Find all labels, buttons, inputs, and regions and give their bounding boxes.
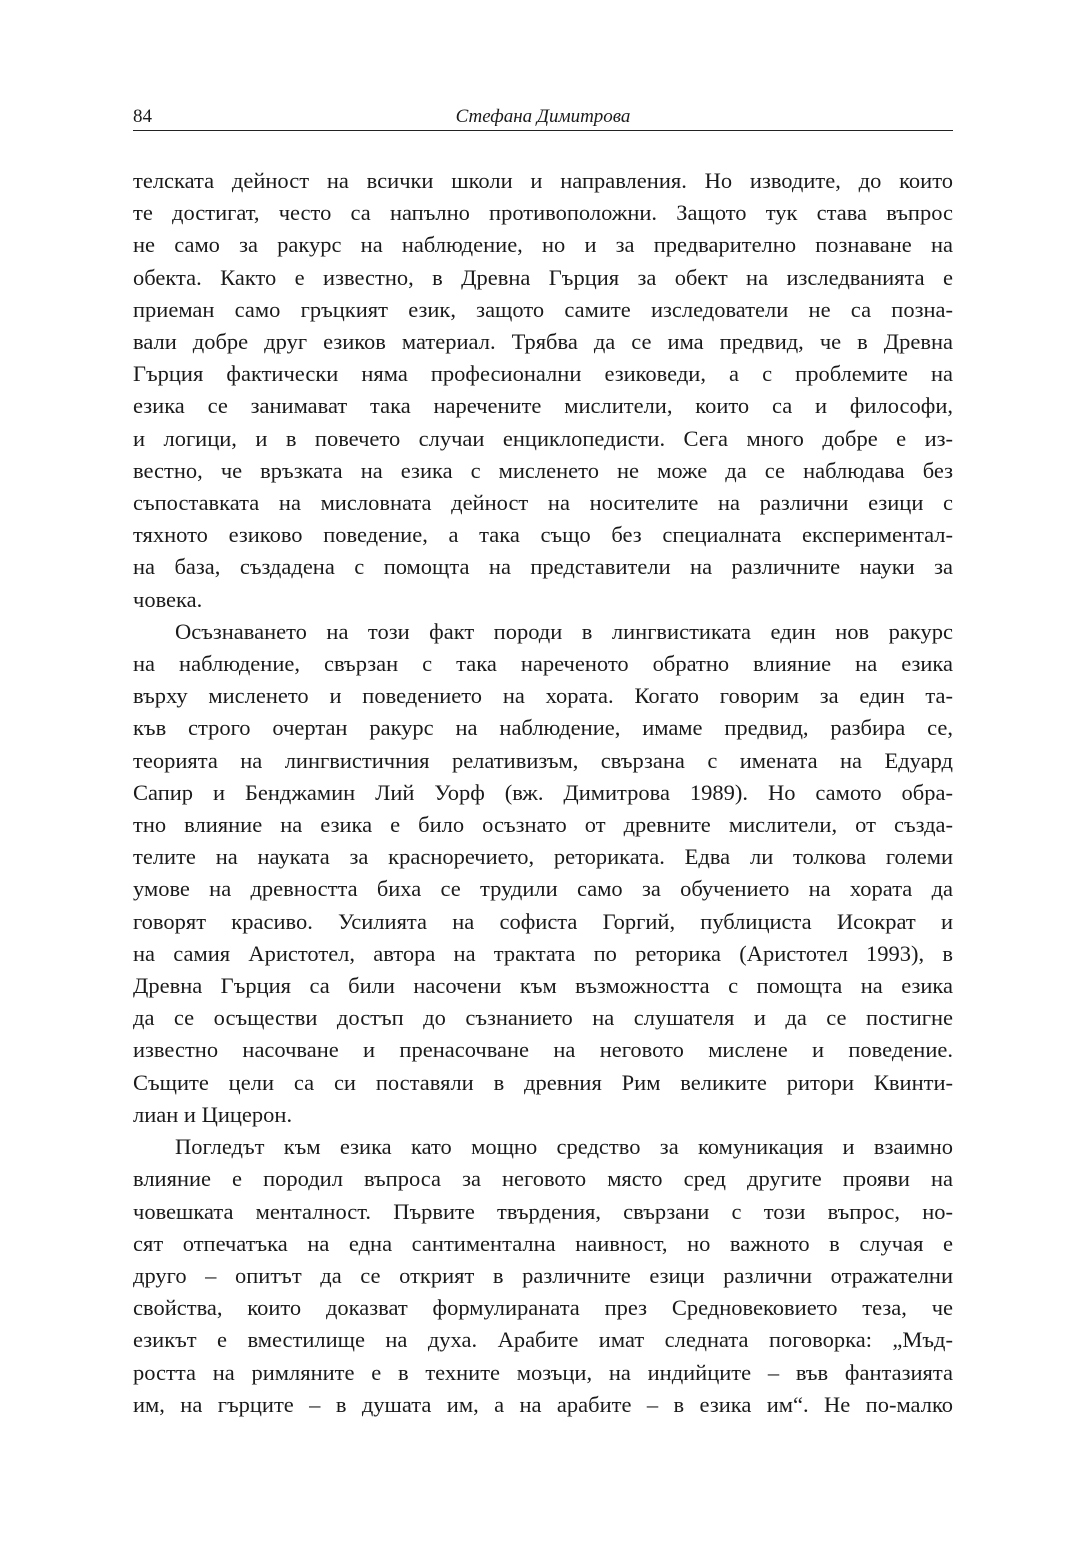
text-line: Сапир и Бенджамин Лий Уорф (вж. Димитрова 1989). Но самото обра-	[133, 779, 953, 805]
text-line: върху мисленето и поведението на хората. Когато говорим за един та-	[133, 683, 953, 709]
text-line: и логици, и в повечето случаи енциклопедисти. Сега много добре е из-	[133, 425, 953, 451]
text-line: обекта. Както е известно, в Древна Гърция за обект на изследванията е	[133, 264, 953, 290]
text-line: езика се занимават така наречените мислители, които са и философи,	[133, 393, 953, 419]
text-line: тяхното езиково поведение, а така също без специалната експериментал-	[133, 522, 953, 548]
text-line: не само за ракурс на наблюдение, но и за предварително познаване на	[133, 232, 953, 258]
text-line: човека.	[133, 586, 203, 612]
page-number: 84	[133, 106, 152, 127]
paragraph	[133, 616, 953, 1131]
text-line: теорията на лингвистичния релативизъм, свързана с имената на Едуард	[133, 747, 953, 773]
text-line: Гърция фактически няма професионални езиковеди, а с проблемите на	[133, 361, 953, 387]
text-line: човешката менталност. Първите твърдения, свързани с този въпрос, но-	[133, 1198, 953, 1224]
text-line: телската дейност на всички школи и направления. Но изводите, до които	[133, 168, 953, 193]
text-line: друго – опитът да се открият в различните езици различни отражателни	[133, 1262, 953, 1288]
text-line: говорят красиво. Усилията на софиста Горгий, публициста Исократ и	[133, 908, 953, 934]
text-line: свойства, които доказват формулираната през Средновековието теза, че	[133, 1295, 953, 1321]
text-line: ростта на римляните е в техните мозъци, на индийците – във фантазията	[133, 1359, 953, 1385]
text-line: съпоставката на мисловната дейност на носителите на различни езици с	[133, 490, 953, 516]
page	[133, 100, 953, 1421]
text-line: умове на древността биха се трудили само за обучението на хората да	[133, 876, 953, 902]
text-line: вестно, че връзката на езика с мисленето не може да се наблюдава без	[133, 457, 953, 483]
text-line: Осъзнаването на този факт породи в лингвистиката един нов ракурс	[175, 618, 953, 644]
paragraph	[133, 165, 953, 616]
text-line: те достигат, често са напълно противоположни. Защото тук става въпрос	[133, 200, 953, 226]
running-header-author: Стефана Димитрова	[455, 106, 631, 127]
text-line: им, на гърците – в душата им, а на арабите – в езика им“. Не по-малко	[133, 1391, 953, 1417]
text-line: приеман само гръцкият език, защото самите изследователи не са позна-	[133, 296, 953, 322]
body-text	[133, 165, 953, 1421]
text-line: на самия Аристотел, автора на трактата по реторика (Аристотел 1993), в	[133, 940, 953, 966]
text-line: влияние е породил въпроса за неговото място сред другите прояви на	[133, 1166, 953, 1192]
text-line: тно влияние на езика е било осъзнато от древните мислители, от създа-	[133, 812, 953, 838]
text-line: вали добре друг езиков материал. Трябва да се има предвид, че в Древна	[133, 329, 953, 355]
text-line: на наблюдение, свързан с така нареченото обратно влияние на езика	[133, 651, 953, 677]
text-line: лиан и Цицерон.	[133, 1101, 293, 1127]
text-line: Древна Гърция са били насочени към възможността с помощта на езика	[133, 973, 953, 999]
paragraph	[133, 1131, 953, 1421]
text-line: на база, създадена с помощта на представители на различните науки за	[133, 554, 953, 580]
text-line: къв строго очертан ракурс на наблюдение, имаме предвид, разбира се,	[133, 715, 953, 741]
text-line: Същите цели са си поставяли в древния Рим великите ритори Квинти-	[133, 1069, 953, 1095]
text-line: да се осъществи достъп до съзнанието на слушателя и да се постигне	[133, 1005, 953, 1031]
running-header	[133, 100, 953, 131]
text-line: телите на науката за красноречието, реториката. Едва ли толкова големи	[133, 844, 953, 870]
text-line: сят отпечатъка на една сантиментална наивност, но важното в случая е	[133, 1230, 953, 1256]
text-line: известно насочване и пренасочване на неговото мислене и поведение.	[133, 1037, 953, 1063]
text-line: езикът е вместилище на духа. Арабите имат следната поговорка: „Мъд-	[133, 1327, 953, 1353]
text-line: Погледът към езика като мощно средство за комуникация и взаимно	[175, 1134, 953, 1160]
